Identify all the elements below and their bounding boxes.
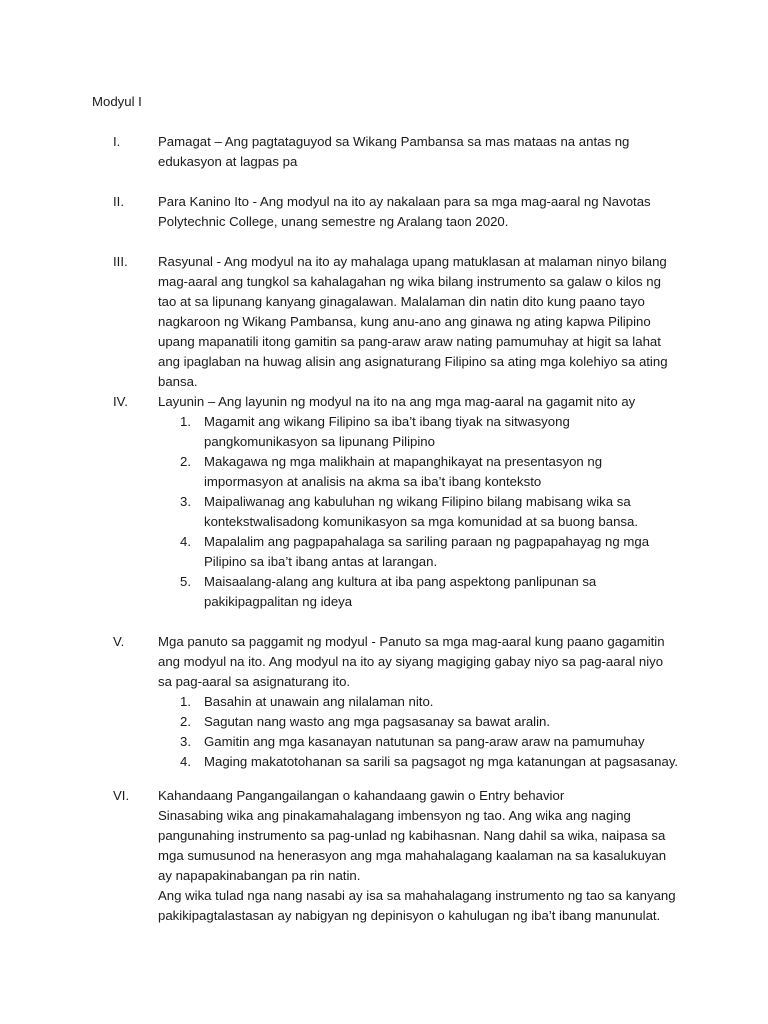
list-item-text: Mapalalim ang pagpapahalaga sa sariling paraan ng pagpapahayag ng mga Pilipino sa iba’t ibang antas at larangan. [204, 534, 650, 569]
list-item-number: 1. [180, 694, 191, 709]
list-item [158, 532, 680, 572]
section-numeral: IV. [113, 394, 128, 409]
section-body [158, 132, 680, 172]
section-paragraph: Mga panuto sa paggamit ng modyul - Panuto sa mga mag-aaral kung paano gagamitin ang modyul na ito. Ang modyul na ito ay siyang magiging gabay niyo sa pag-aaral niyo sa pag-aaral sa asignaturang ito. [158, 634, 665, 689]
section-paragraph: Sinasabing wika ang pinakamahalagang imbensyon ng tao. Ang wika ang naging pangunahing instrumento sa pag-unlad ng kabihasnan. Nang dahil sa wika, naipasa sa mga sumusunod na henerasyon ang mga mahahalagang kaalaman na sa kasalukuyan ay napapakinabangan pa rin natin. [158, 808, 667, 883]
list-item-number: 4. [180, 754, 191, 769]
module-title: Modyul I [92, 94, 142, 109]
section-body [158, 252, 680, 392]
list-item [158, 732, 680, 752]
list-item-text: Magamit ang wikang Filipino sa iba’t ibang tiyak na sitwasyong pangkomunikasyon sa lipunang Pilipino [204, 414, 570, 449]
section-body [158, 392, 680, 612]
section-numeral: I. [113, 134, 121, 149]
list-item [158, 692, 680, 712]
section-paragraph: Para Kanino Ito - Ang modyul na ito ay nakalaan para sa mga mag-aaral ng Navotas Polytechnic College, unang semestre ng Aralang taon 2020. [158, 194, 651, 229]
list-item-text: Makagawa ng mga malikhain at mapanghikayat na presentasyon ng impormasyon at analisis na akma sa iba’t ibang konteksto [204, 454, 603, 489]
section-numeral: V. [113, 634, 125, 649]
list-item-text: Maisaalang-alang ang kultura at iba pang aspektong panlipunan sa pakikipagpalitan ng ideya [204, 574, 597, 609]
section-numeral: III. [113, 254, 128, 269]
list-item [158, 412, 680, 452]
list-item-number: 2. [180, 714, 191, 729]
instructions-list [158, 692, 680, 772]
list-item-number: 2. [180, 454, 191, 469]
list-item-text: Gamitin ang mga kasanayan natutunan sa pang-araw araw na pamumuhay [204, 734, 645, 749]
list-item [158, 712, 680, 732]
list-item-text: Sagutan nang wasto ang mga pagsasanay sa bawat aralin. [204, 714, 551, 729]
section-paragraph: Kahandaang Pangangailangan o kahandaang gawin o Entry behavior [158, 788, 565, 803]
section-paragraph: Layunin – Ang layunin ng modyul na ito na ang mga mag-aaral na gagamit nito ay [158, 394, 636, 409]
list-item-text: Maipaliwanag ang kabuluhan ng wikang Filipino bilang mabisang wika sa kontekstwalisadong komunikasyon sa mga komunidad at sa buong bansa. [204, 494, 638, 529]
list-item [158, 572, 680, 612]
section-numeral: VI. [113, 788, 130, 803]
list-item-text: Basahin at unawain ang nilalaman nito. [204, 694, 434, 709]
objectives-list [158, 412, 680, 612]
list-item-number: 1. [180, 414, 191, 429]
section-body [158, 632, 680, 772]
list-item-number: 3. [180, 734, 191, 749]
list-item-text: Maging makatotohanan sa sarili sa pagsagot ng mga katanungan at pagsasanay. [204, 754, 679, 769]
section-numeral: II. [113, 194, 124, 209]
list-item-number: 5. [180, 574, 191, 589]
section-body [158, 786, 680, 926]
section-paragraph: Rasyunal - Ang modyul na ito ay mahalaga upang matuklasan at malaman ninyo bilang mag-aaral ang tungkol sa kahalagahan ng wika bilang instrumento sa galaw o kilos ng tao at sa lipunang kanyang ginagalawan. Malalaman din natin dito kung paano tayo nagkaroon ng Wikang Pambansa, kung anu-ano ang ginawa ng ating kapwa Pilipino upang mapanatili itong gamitin sa pang-araw araw nating pamumuhay at higit sa lahat ang ipaglaban na huwag alisin ang asignaturang Filipino sa ating mga kolehiyo sa ating bansa. [158, 254, 668, 389]
list-item-number: 4. [180, 534, 191, 549]
list-item-number: 3. [180, 494, 191, 509]
list-item [158, 492, 680, 532]
list-item [158, 752, 680, 772]
section-body [158, 192, 680, 232]
list-item [158, 452, 680, 492]
section-paragraph: Pamagat – Ang pagtataguyod sa Wikang Pambansa sa mas mataas na antas ng edukasyon at lagpas pa [158, 134, 630, 169]
section-paragraph: Ang wika tulad nga nang nasabi ay isa sa mahahalagang instrumento ng tao sa kanyang pakikipagtalastasan ay nabigyan ng depinisyon o kahulugan ng iba’t ibang manunulat. [158, 888, 676, 923]
